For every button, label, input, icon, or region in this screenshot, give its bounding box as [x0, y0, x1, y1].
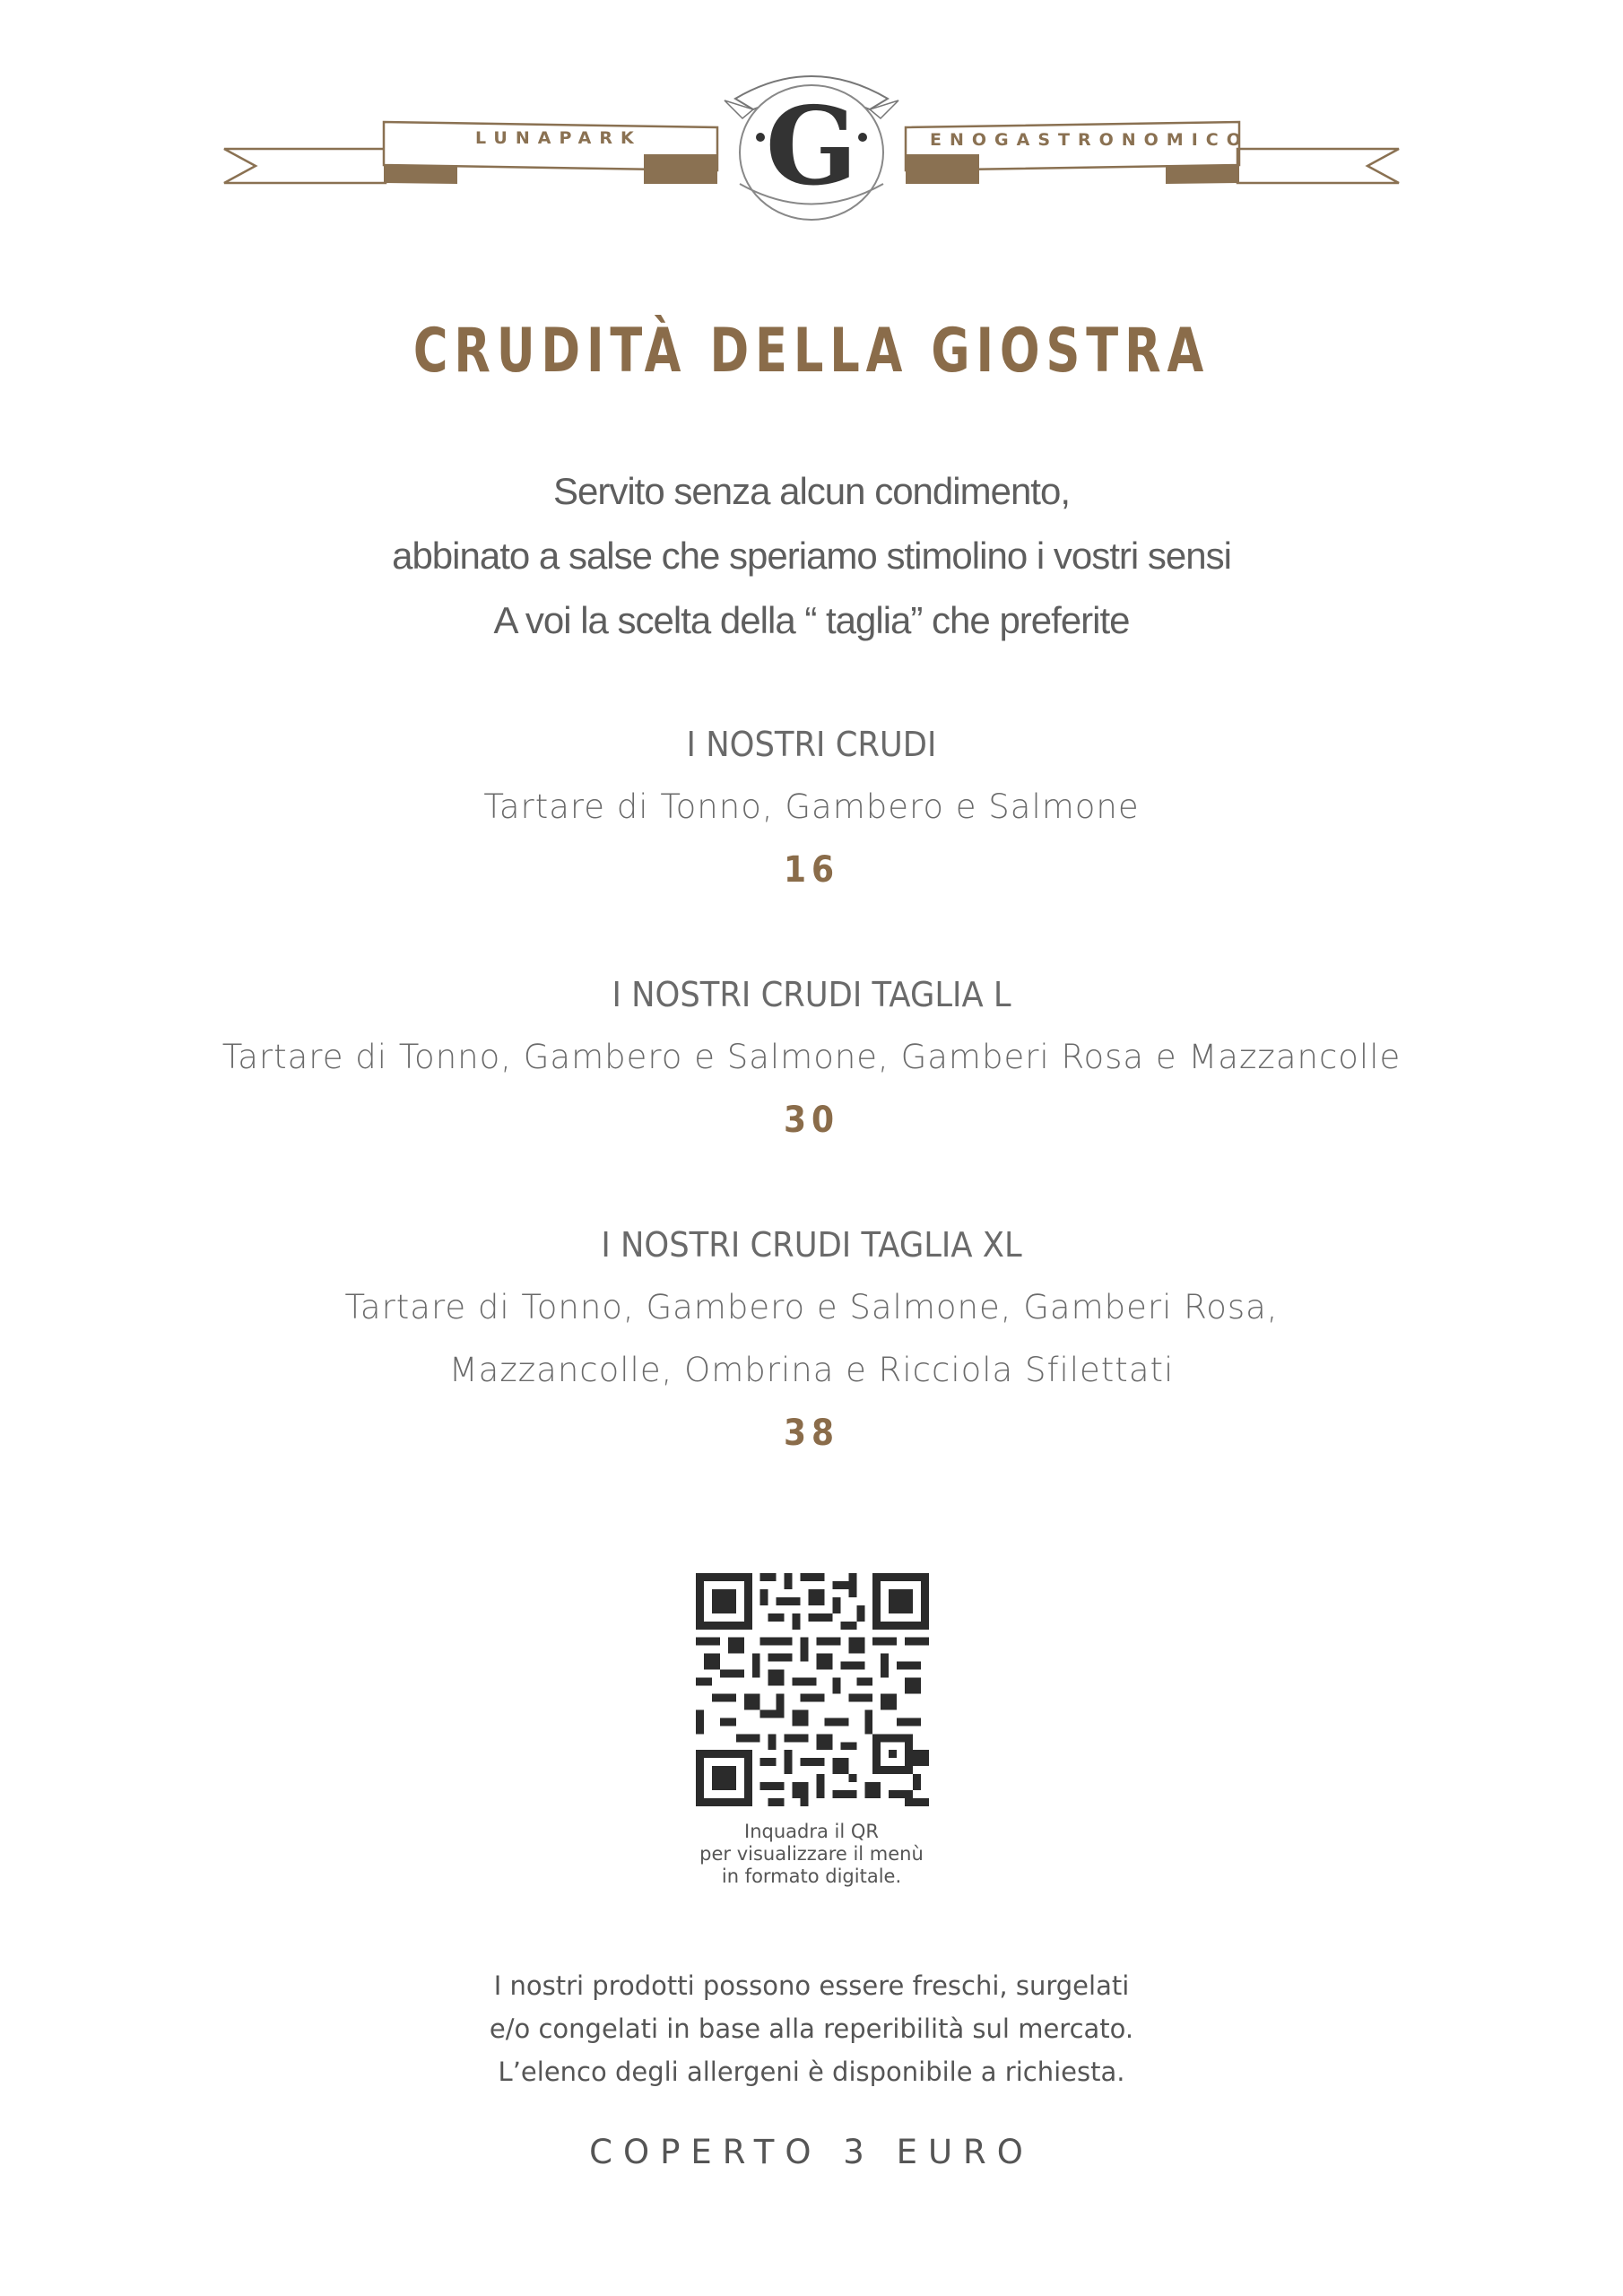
item-name: I NOSTRI CRUDI TAGLIA L: [612, 975, 1011, 1014]
qr-caption-line: Inquadra il QR: [744, 1821, 879, 1842]
item-price: 16: [783, 849, 840, 891]
note-line: I nostri prodotti possono essere freschi, surgelati: [493, 1970, 1130, 2001]
item-description-line: Tartare di Tonno, Gambero e Salmone: [483, 787, 1140, 826]
ribbon-right-text: ENOGASTRONOMICO: [930, 130, 1249, 150]
qr-caption: [0, 1821, 1623, 1888]
intro-text: [0, 459, 1623, 653]
note-line: L’elenco degli allergeni è disponibile a richiesta.: [498, 2057, 1125, 2087]
banner-ribbon-graphic: [0, 0, 1623, 242]
item-description: [0, 1276, 1623, 1402]
intro-line: Servito senza alcun condimento,: [552, 470, 1070, 512]
item-price: 38: [783, 1413, 840, 1454]
menu-item: [0, 963, 1623, 1152]
intro-line: abbinato a salse che speriamo stimolino i vostri sensi: [392, 535, 1231, 577]
item-price: 30: [783, 1100, 840, 1141]
disclaimer-notes: [0, 1964, 1623, 2093]
item-name: I NOSTRI CRUDI: [686, 725, 937, 764]
item-description-line: Mazzancolle, Ombrina e Ricciola Sfilettati: [448, 1351, 1175, 1389]
item-name: I NOSTRI CRUDI TAGLIA XL: [601, 1225, 1022, 1265]
ribbon-left-text: LUNAPARK: [475, 128, 642, 148]
menu-item: [0, 713, 1623, 901]
intro-line: A voi la scelta della “ taglia” che preferite: [493, 599, 1130, 641]
item-description: [0, 1026, 1623, 1089]
qr-code-icon[interactable]: [696, 1573, 929, 1806]
item-description: [0, 776, 1623, 839]
logo-letter: G: [765, 83, 858, 210]
item-description-line: Tartare di Tonno, Gambero e Salmone, Gamberi Rosa e Mazzancolle: [221, 1038, 1402, 1076]
page-title: CRUDITÀ DELLA GIOSTRA: [412, 316, 1211, 387]
header-banner: [0, 0, 1623, 242]
qr-caption-line: in formato digitale.: [721, 1866, 902, 1887]
cover-charge: COPERTO 3 EURO: [589, 2133, 1034, 2171]
item-description-line: Tartare di Tonno, Gambero e Salmone, Gamberi Rosa,: [344, 1288, 1279, 1326]
menu-item: [0, 1213, 1623, 1465]
qr-caption-line: per visualizzare il menù: [699, 1843, 924, 1865]
note-line: e/o congelati in base alla reperibilità sul mercato.: [489, 2013, 1134, 2044]
